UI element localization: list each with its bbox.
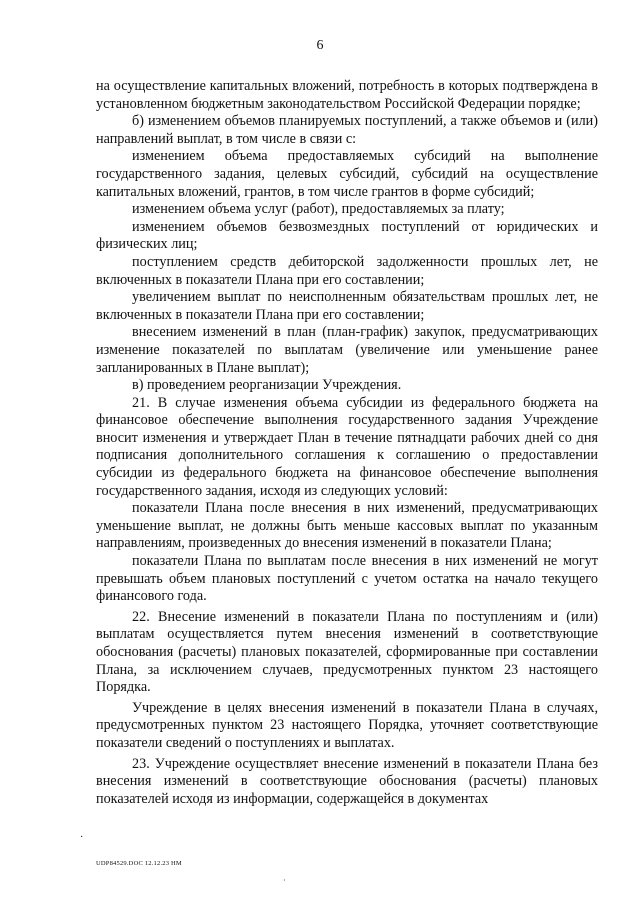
paragraph: изменением объема услуг (работ), предоставляемых за плату; bbox=[132, 201, 505, 218]
paragraph: поступлением средств дебиторской задолженности прошлых лет, не включенных в показатели Плана при его составлении; bbox=[96, 253, 598, 288]
paragraph: 23. Учреждение осуществляет внесение изменений в показатели Плана без внесения изменений в соответствующие обоснования (расчеты) плановых показателей исходя из информации, содержащейся в документах bbox=[96, 755, 598, 807]
paragraph: на осуществление капитальных вложений, потребность в которых подтверждена в установленном бюджетным законодательством Российской Федерации порядке; bbox=[96, 78, 598, 112]
paragraph: в) проведением реорганизации Учреждения. bbox=[132, 377, 402, 394]
scan-mark: · bbox=[283, 876, 286, 885]
paragraph: показатели Плана после внесения в них изменений, предусматривающих уменьшение выплат, не должны быть меньше кассовых выплат по указанным направлениям, произведенных до внесения изменений в показатели Плана; bbox=[96, 500, 598, 552]
paragraph: б) изменением объемов планируемых поступлений, а также объемов и (или) направлений выплат, в том числе в связи с: bbox=[96, 113, 598, 147]
paragraph: 22. Внесение изменений в показатели Плана по поступлениям и (или) выплатам осуществляется путем внесения изменений в соответствующие обоснования (расчеты) плановых показателей, сформированные при составлении Плана, за исключением случаев, предусмотренных пунктом 23 настоящего Порядка. bbox=[96, 608, 598, 696]
paragraph: 21. В случае изменения объема субсидии из федерального бюджета на финансовое обеспечение выполнения государственного задания Учреждение вносит изменения и утверждает План в течение пятнадцати рабочих дней со дня подписания дополнительного соглашения к соглашению о предоставлении субсидии из федерального бюджета на финансовое обеспечение выполнения государственного задания, исходя из следующих условий: bbox=[96, 394, 598, 499]
paragraph: изменением объема предоставляемых субсидий на выполнение государственного задания, целевых субсидий, субсидий на осуществление капитальных вложений, грантов, в том числе грантов в форме субсидий; bbox=[96, 148, 598, 200]
page-number: 6 bbox=[316, 38, 324, 53]
paragraph: изменением объемов безвозмездных поступлений от юридических и физических лиц; bbox=[96, 218, 598, 253]
paragraph: показатели Плана по выплатам после внесения в них изменений не могут превышать объем плановых поступлений с учетом остатка на начало текущего финансового года. bbox=[96, 553, 598, 605]
document-body bbox=[96, 78, 598, 808]
paragraph: внесением изменений в план (план-график) закупок, предусматривающих изменение показателей по выплатам (увеличение или уменьшение ранее запланированных в Плане выплат); bbox=[96, 324, 598, 376]
footer-document-code: UDP84529.DOC 12.12.23 НМ bbox=[96, 860, 182, 867]
paragraph: увеличением выплат по неисполненным обязательствам прошлых лет, не включенных в показатели Плана при его составлении; bbox=[96, 289, 598, 323]
paragraph: Учреждение в целях внесения изменений в показатели Плана в случаях, предусмотренных пунктом 23 настоящего Порядка, уточняет соответствующие показатели сведений о поступлениях и выплатах. bbox=[96, 699, 598, 751]
margin-mark: · bbox=[80, 832, 84, 843]
